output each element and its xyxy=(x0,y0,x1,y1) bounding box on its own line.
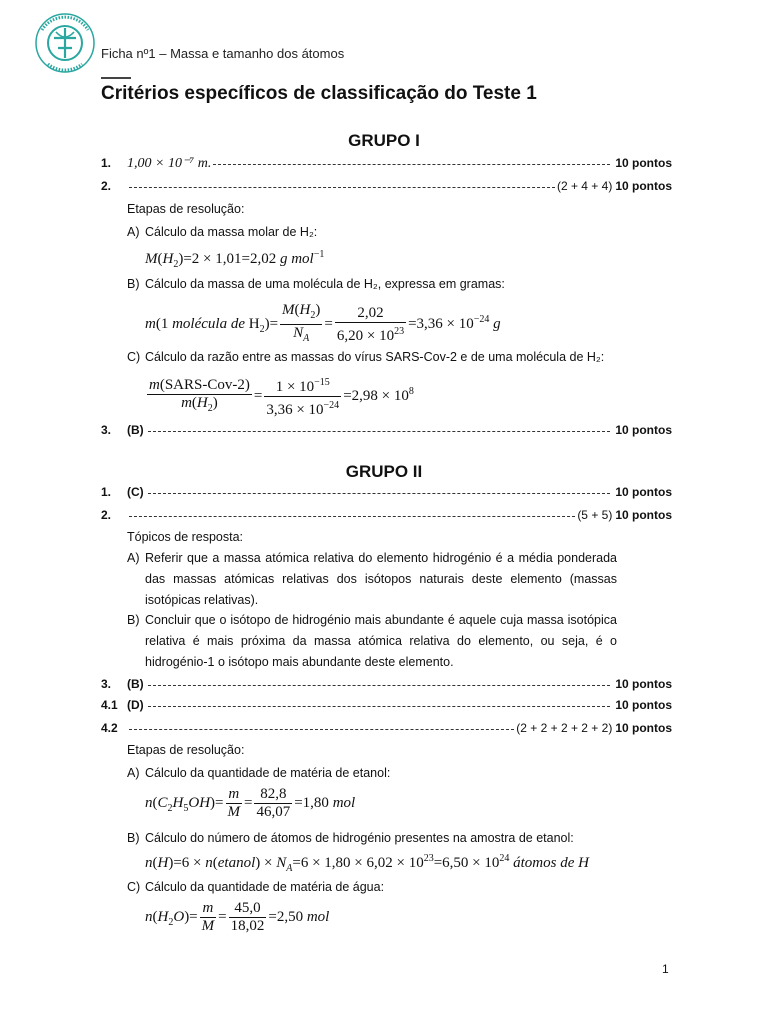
g2-q41-row xyxy=(101,696,672,714)
dash-leader xyxy=(129,729,514,730)
g2-q42-row xyxy=(101,719,672,737)
equation-ethanol-amount: $n(C_2H_5OH)=$ $\frac{m}{M}$ = $\frac{82,8}{46,07}$ =1,80 mol xyxy=(145,786,356,820)
step-label: A) xyxy=(127,225,140,239)
question-number: 4.1 xyxy=(101,698,118,712)
topic-label: A) xyxy=(127,551,140,565)
step-label: B) xyxy=(127,277,140,291)
step-text: Cálculo da razão entre as massas do vírus SARS-Cov-2 e de uma molécula de H₂: xyxy=(145,350,605,364)
equation-mass-ratio: $\frac{\text{m(SARS-Cov-2)}}{m(H_2)}$ = $\frac{1 \times 10^{-15}}{3,36 \times 10^{-24}}$ $=2,98 \times 10^8$ xyxy=(145,374,414,419)
g1-q2-step-c xyxy=(127,347,617,368)
g2-q42-step-a xyxy=(127,763,617,784)
points: 10 pontos xyxy=(615,721,672,735)
points: 10 pontos xyxy=(615,156,672,170)
title-rule xyxy=(101,77,131,79)
g1-q2-step-b xyxy=(127,274,617,295)
question-number: 2. xyxy=(101,179,112,193)
answer-option: (B) xyxy=(127,423,144,437)
g1-q2-intro: Etapas de resolução: xyxy=(127,202,245,216)
g2-q1-row xyxy=(101,483,672,501)
document-title: Critérios específicos de classificação do Teste 1 xyxy=(101,83,537,104)
g1-q3-row xyxy=(101,421,672,439)
answer-option: (C) xyxy=(127,485,144,499)
answer-option: (B) xyxy=(127,677,144,691)
question-number: 3. xyxy=(101,677,112,691)
step-label: B) xyxy=(127,831,140,845)
step-text: Cálculo do número de átomos de hidrogénio presentes na amostra de etanol: xyxy=(145,831,574,845)
step-text: Cálculo da massa molar de H₂: xyxy=(145,225,318,239)
group-2-title: GRUPO II xyxy=(345,462,423,481)
topic-label: B) xyxy=(127,613,140,627)
question-number: 3. xyxy=(101,423,112,437)
dash-leader xyxy=(213,164,610,165)
equation-molecule-mass: m(1 molécula de $H_2)=$ $\frac{M(H_2)}{N_A}$ = $\frac{2,02}{6,20 \times 10^{23}}$ $=3,36 \times 10^{-24}$ g xyxy=(145,302,501,344)
step-text: Cálculo da quantidade de matéria de etanol: xyxy=(145,766,391,780)
points: 10 pontos xyxy=(615,423,672,437)
points: 10 pontos xyxy=(615,677,672,691)
g2-q42-intro: Etapas de resolução: xyxy=(127,743,245,757)
page-number: 1 xyxy=(662,962,669,976)
equation-water-amount: $n(H_2O)=$ $\frac{m}{M}$ = $\frac{45,0}{18,02}$ =2,50 mol xyxy=(145,900,330,934)
g2-q2-intro: Tópicos de resposta: xyxy=(127,530,244,544)
step-text: Cálculo da massa de uma molécula de H₂, expressa em gramas: xyxy=(145,277,505,291)
topic-text: Referir que a massa atómica relativa do elemento hidrogénio é a média ponderada das massas atómicas relativas dos isótopos naturais deste elemento (massas isotópicas relativas). xyxy=(145,551,617,607)
points: 10 pontos xyxy=(615,179,672,193)
g1-q2-row xyxy=(101,177,672,195)
equation-molar-mass: $M(H_2)=2 \times 1,01=2,02$ g mol$^{-1}$ xyxy=(145,249,325,270)
step-text: Cálculo da quantidade de matéria de água: xyxy=(145,880,385,894)
equation-hydrogen-atoms: n(H)=6 × n(etanol) × $N_A=6 \times 1,80 \times 6,02 \times 10^{23}=6,50 \times 10^{24}$ átomos de H xyxy=(145,853,589,874)
points-split: (2 + 2 + 2 + 2 + 2) xyxy=(516,721,613,735)
step-label: C) xyxy=(127,350,141,364)
dash-leader xyxy=(129,516,575,517)
points: 10 pontos xyxy=(615,698,672,712)
g2-q2-row xyxy=(101,506,672,524)
points: 10 pontos xyxy=(615,508,672,522)
g2-q2-topic-a xyxy=(127,548,617,611)
header-title: Ficha nº1 – Massa e tamanho dos átomos xyxy=(101,46,345,61)
points-split: (2 + 4 + 4) xyxy=(556,179,613,193)
dash-leader xyxy=(148,685,611,686)
step-label: A) xyxy=(127,766,140,780)
dash-leader xyxy=(148,493,611,494)
g2-q3-row xyxy=(101,675,672,693)
g2-q42-step-c xyxy=(127,877,617,898)
topic-text: Concluir que o isótopo de hidrogénio mais abundante é aquele cuja massa isotópica relativa é mais próxima da massa atómica relativa do elemento, ou seja, é o hidrogénio-1 o isótopo mais abundante deste elemento. xyxy=(145,613,617,669)
dash-leader xyxy=(129,187,555,188)
g1-q2-step-a xyxy=(127,222,617,243)
school-logo-icon xyxy=(34,12,96,74)
g2-q2-topic-b xyxy=(127,610,617,673)
question-number: 2. xyxy=(101,508,112,522)
question-number: 1. xyxy=(101,485,112,499)
question-number: 4.2 xyxy=(101,721,118,735)
dash-leader xyxy=(148,706,611,707)
question-number: 1. xyxy=(101,156,112,170)
answer-option: (D) xyxy=(127,698,144,712)
points-split: (5 + 5) xyxy=(577,508,613,522)
step-label: C) xyxy=(127,880,141,894)
g2-q42-step-b xyxy=(127,828,617,849)
dash-leader xyxy=(148,431,611,432)
points: 10 pontos xyxy=(615,485,672,499)
answer-value: 1,00 × 10⁻⁷ m. xyxy=(127,155,212,171)
group-1-title: GRUPO I xyxy=(348,131,420,150)
g1-q1-row xyxy=(101,154,672,172)
